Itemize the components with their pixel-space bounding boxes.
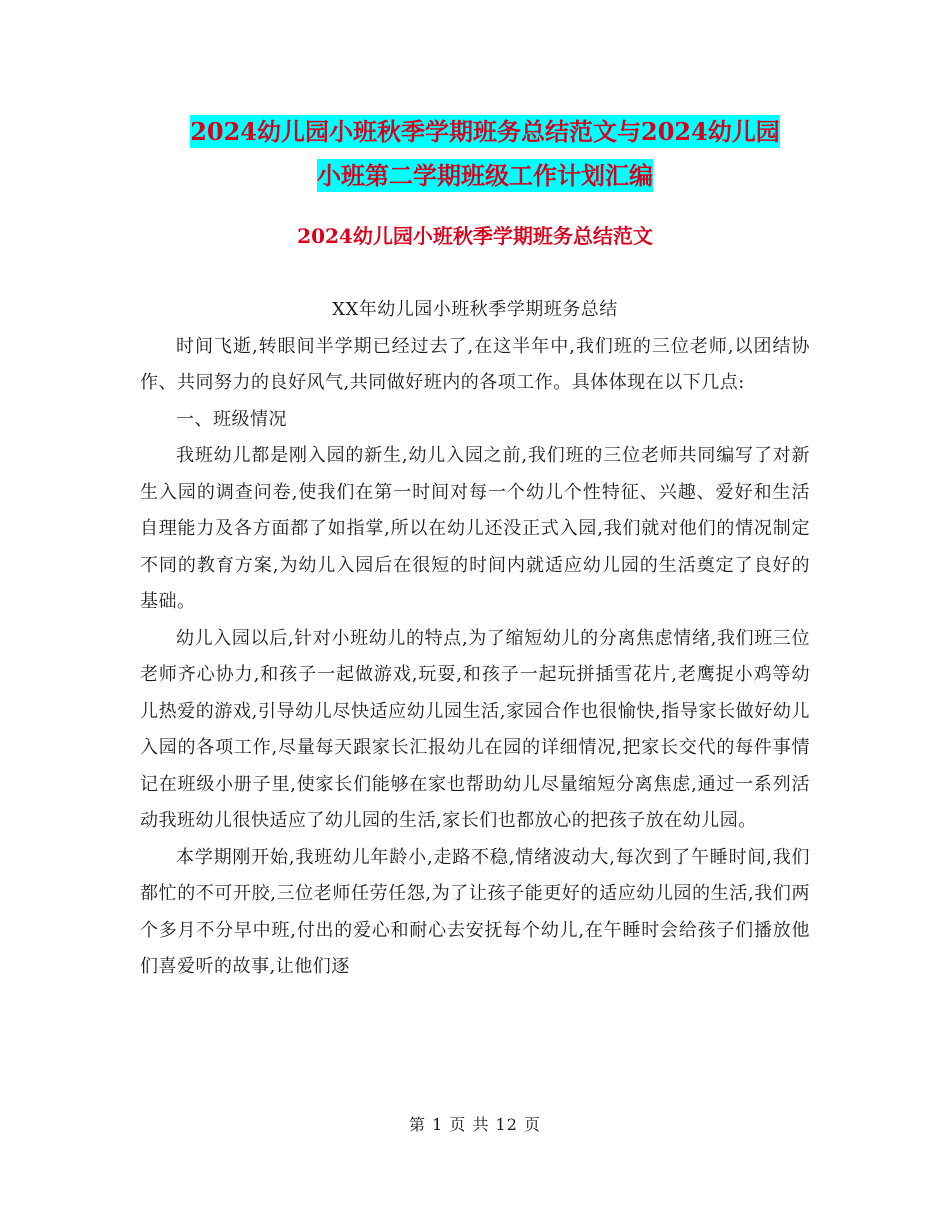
document-body — [140, 292, 810, 986]
paragraph-intro: 时间飞逝,转眼间半学期已经过去了,在这半年中,我们班的三位老师,以团结协作、共同努力的良好风气,共同做好班内的各项工作。具体体现在以下几点: — [140, 335, 810, 393]
section-title: 2024幼儿园小班秋季学期班务总结范文 — [297, 224, 653, 248]
paragraph-class-situation-heading: 一、班级情况 — [176, 408, 287, 430]
paragraph-semester-start: 本学期刚开始,我班幼儿年龄小,走路不稳,情绪波动大,每次到了午睡时间,我们都忙的不可开胶,三位老师任劳任怨,为了让孩子能更好的适应幼儿园的生活,我们两个多月不分早中班,付出的爱心和耐心去安抚每个幼儿,在午睡时会给孩子们播放他们喜爱听的故事,让他们逐 — [140, 846, 810, 977]
paragraph-after-entry: 幼儿入园以后,针对小班幼儿的特点,为了缩短幼儿的分离焦虑情绪,我们班三位老师齐心协力,和孩子一起做游戏,玩耍,和孩子一起玩拼插雪花片,老鹰捉小鸡等幼儿热爱的游戏,引导幼儿尽快适应幼儿园生活,家园合作也很愉快,指导家长做好幼儿入园的各项工作,尽量每天跟家长汇报幼儿在园的详细情况,把家长交代的每件事情记在班级小册子里,使家长们能够在家也帮助幼儿尽量缩短分离焦虑,通过一系列活动我班幼儿很快适应了幼儿园的生活,家长们也都放心的把孩子放在幼儿园。 — [140, 627, 810, 831]
page-footer: 第 1 页 共 12 页 — [409, 1115, 541, 1134]
summary-heading: XX年幼儿园小班秋季学期班务总结 — [332, 299, 618, 320]
document-title — [140, 110, 830, 198]
title-line-2: 小班第二学期班级工作计划汇编 — [317, 161, 653, 190]
paragraph-new-students: 我班幼儿都是刚入园的新生,幼儿入园之前,我们班的三位老师共同编写了对新生入园的调查问卷,使我们在第一时间对每一个幼儿个性特征、兴趣、爱好和生活自理能力及各方面都了如指掌,所以在幼儿还没正式入园,我们就对他们的情况制定不同的教育方案,为幼儿入园后在很短的时间内就适应幼儿园的生活奠定了良好的基础。 — [140, 445, 810, 612]
title-line-1: 2024幼儿园小班秋季学期班务总结范文与2024幼儿园 — [190, 117, 780, 146]
